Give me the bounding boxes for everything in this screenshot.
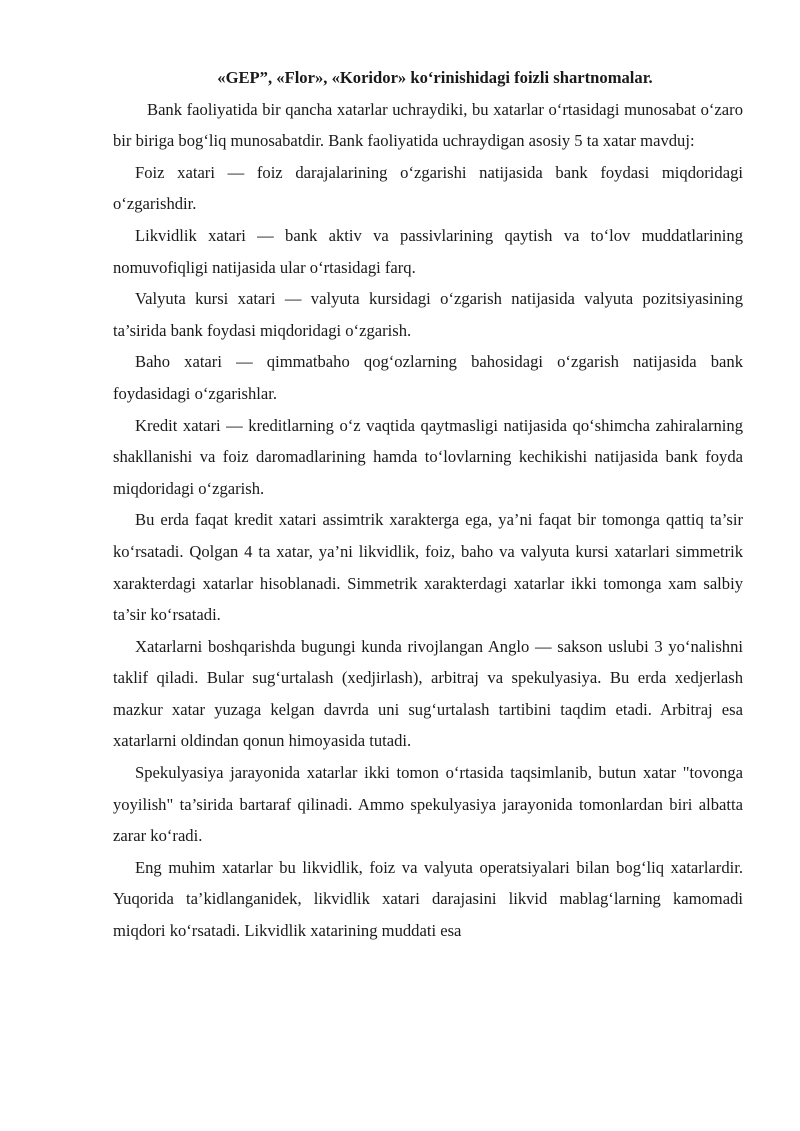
paragraph-risk-management: Xatarlarni boshqarishda bugungi kunda rivojlangan Anglo — sakson uslubi 3 yo‘nalishni taklif qiladi. Bular sug‘urtalash (xedjirlash), arbitraj va spekulyasiya. Bu erda xedjerlash mazkur xatar yuzaga kelgan davrda uni sug‘urtalash tartibini taqdim etadi. Arbitraj esa xatarlarni oldindan qonun himoyasida tutadi. (113, 636, 743, 751)
paragraph-speculation: Spekulyasiya jarayonida xatarlar ikki tomon o‘rtasida taqsimlanib, butun xatar "tovonga yoyilish" ta’sirida bartaraf qilinadi. Ammo spekulyasiya jarayonida tomonlardan biri albatta zarar ko‘radi. (113, 763, 743, 846)
paragraph-asymmetric-risk: Bu erda faqat kredit xatari assimtrik xarakterga ega, ya’ni faqat bir tomonga qattiq ta’sir ko‘rsatadi. Qolgan 4 ta xatar, ya’ni likvidlik, foiz, baho va valyuta kursi xatarlari simmetrik xarakterdagi xatarlar hisoblanadi. Simmetrik xarakterdagi xatarlar ikki tomonga xam salbiy ta’sir ko‘rsatadi. (113, 510, 743, 625)
paragraph-credit-risk: Kredit xatari — kreditlarning o‘z vaqtida qaytmasligi natijasida qo‘shimcha zahiralarning shakllanishi va foiz daromadlarining hamda to‘lovlarning kechikishi natijasida bank foyda miqdoridagi o‘zgarish. (113, 415, 743, 498)
paragraph-main-risks: Eng muhim xatarlar bu likvidlik, foiz va valyuta operatsiyalari bilan bog‘liq xatarlardir. Yuqorida ta’kidlanganidek, likvidlik xatari darajasini likvid mablag‘larning kamomadi miqdori ko‘rsatadi. Likvidlik xatarining muddati esa (113, 857, 743, 941)
paragraph-interest-risk: Foiz xatari — foiz darajalarining o‘zgarishi natijasida bank foydasi miqdoridagi o‘zgarishdir. (113, 162, 743, 214)
paragraph-liquidity-risk: Likvidlik xatari — bank aktiv va passivlarining qaytish va to‘lov muddatlarining nomuvofiqligi natijasida ular o‘rtasidagi farq. (113, 225, 743, 277)
paragraph-price-risk: Baho xatari — qimmatbaho qog‘ozlarning bahosidagi o‘zgarish natijasida bank foydasidagi o‘zgarishlar. (113, 352, 743, 403)
paragraph-intro: Bank faoliyatida bir qancha xatarlar uchraydiki, bu xatarlar o‘rtasidagi munosabat o‘zaro bir biriga bog‘liq munosabatdir. Bank faoliyatida uchraydigan asosiy 5 ta xatar mavduj: (113, 99, 743, 151)
document-body (113, 62, 743, 947)
paragraph-currency-risk: Valyuta kursi xatari — valyuta kursidagi o‘zgarish natijasida valyuta pozitsiyasining ta’sirida bank foydasi miqdoridagi o‘zgarish. (113, 289, 743, 340)
document-title: «GEP”, «Flor», «Koridor» ko‘rinishidagi foizli shartnomalar. (217, 68, 653, 87)
